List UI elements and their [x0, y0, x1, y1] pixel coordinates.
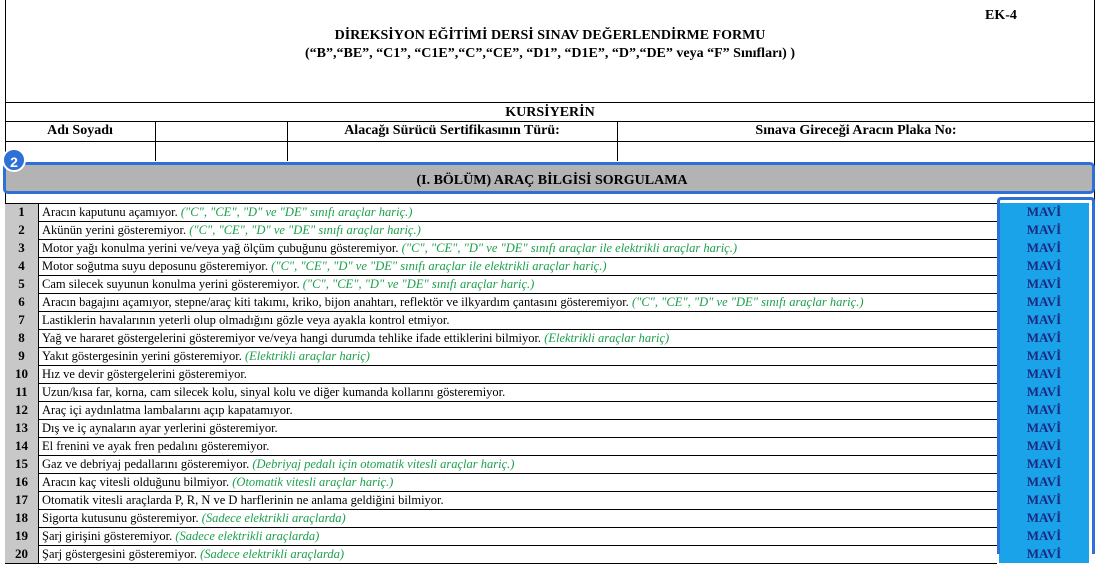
status-cell[interactable]: MAVİ [999, 365, 1089, 383]
row-text [42, 329, 669, 347]
form-subtitle: (“B”,“BE”, “C1”, “C1E”,“C”,“CE”, “D1”, “D1E”, “D”,“DE” veya “F” Sınıfları) ) [304, 46, 795, 61]
table-row [5, 347, 1095, 365]
row-description: Aracın bagajını açamıyor, stepne/araç kiti takımı, kriko, bijon anahtarı, reflektör ve ilkyardım çantasını gösteremiyor. [42, 295, 632, 309]
row-text [42, 293, 864, 311]
status-cell[interactable]: MAVİ [999, 473, 1089, 491]
row-description: Şarj göstergesini gösteremiyor. [42, 547, 201, 561]
status-cell[interactable]: MAVİ [999, 257, 1089, 275]
plate-number-field[interactable] [618, 142, 1094, 160]
row-text [42, 365, 247, 383]
table-row [5, 329, 1095, 347]
row-number: 9 [5, 347, 39, 365]
candidate-heading: KURSİYERİN [505, 105, 595, 120]
status-cell[interactable]: MAVİ [999, 239, 1089, 257]
row-description: Lastiklerin havalarının yeterli olup olmadığını gözle veya ayakla kontrol etmiyor. [42, 313, 450, 327]
row-number: 6 [5, 293, 39, 311]
row-note: ("C", "CE", "D" ve "DE" sınıfı araçlar hariç.) [302, 277, 535, 291]
status-cell[interactable]: MAVİ [999, 419, 1089, 437]
table-row [5, 383, 1095, 401]
row-number: 17 [5, 491, 39, 509]
row-number: 20 [5, 545, 39, 563]
status-cell[interactable]: MAVİ [999, 329, 1089, 347]
table-row [5, 527, 1095, 545]
status-cell[interactable]: MAVİ [999, 527, 1089, 545]
table-row [5, 239, 1095, 257]
status-cell[interactable]: MAVİ [999, 293, 1089, 311]
status-cell[interactable]: MAVİ [999, 347, 1089, 365]
row-description: Araç içi aydınlatma lambalarını açıp kapatamıyor. [42, 403, 293, 417]
name-field[interactable] [155, 142, 287, 160]
certificate-type-label: Alacağı Sürücü Sertifikasının Türü: [344, 123, 560, 138]
row-description: Motor yağı konulma yerini ve/veya yağ ölçüm çubuğunu gösteremiyor. [42, 241, 402, 255]
row-number: 1 [5, 203, 39, 221]
row-text [42, 545, 344, 563]
status-cell[interactable]: MAVİ [999, 455, 1089, 473]
status-cell[interactable]: MAVİ [999, 203, 1089, 221]
row-description: Sigorta kutusunu gösteremiyor. [42, 511, 202, 525]
row-text [42, 383, 505, 401]
status-cell[interactable]: MAVİ [999, 401, 1089, 419]
row-note: ("C", "CE", "D" ve "DE" sınıfı araçlar hariç.) [180, 205, 413, 219]
row-number: 19 [5, 527, 39, 545]
row-number: 2 [5, 221, 39, 239]
row-text [42, 455, 514, 473]
status-cell[interactable]: MAVİ [999, 383, 1089, 401]
row-description: Cam silecek suyunun konulma yerini gösteremiyor. [42, 277, 303, 291]
row-text [42, 401, 293, 419]
status-column-highlight [997, 197, 1095, 554]
row-number: 14 [5, 437, 39, 455]
table-row [5, 455, 1095, 473]
row-divider [5, 203, 997, 204]
table-row [5, 419, 1095, 437]
row-note: ("C", "CE", "D" ve "DE" sınıfı araçlar ile elektrikli araçlar hariç.) [401, 241, 738, 255]
row-text [42, 221, 421, 239]
row-number: 15 [5, 455, 39, 473]
status-cell[interactable]: MAVİ [999, 509, 1089, 527]
row-number: 18 [5, 509, 39, 527]
status-cell[interactable]: MAVİ [999, 437, 1089, 455]
status-cell[interactable]: MAVİ [999, 311, 1089, 329]
row-note: (Sadece elektrikli araçlarda) [200, 547, 345, 561]
table-row [5, 509, 1095, 527]
row-number: 4 [5, 257, 39, 275]
plate-number-label: Sınava Gireceği Aracın Plaka No: [755, 123, 957, 138]
section-header[interactable] [3, 162, 1095, 194]
row-text [42, 419, 278, 437]
row-description: Aracın kaç vitesli olduğunu bilmiyor. [42, 475, 233, 489]
row-note: (Debriyaj pedalı için otomatik vitesli araçlar hariç.) [252, 457, 515, 471]
row-description: Otomatik vitesli araçlarda P, R, N ve D harflerinin ne anlama geldiğini bilmiyor. [42, 493, 444, 507]
row-note: ("C", "CE", "D" ve "DE" sınıfı araçlar hariç.) [189, 223, 421, 237]
row-number: 8 [5, 329, 39, 347]
row-description: Dış ve iç aynaların ayar yerlerini gösteremiyor. [42, 421, 278, 435]
row-description: Akünün yerini gösteremiyor. [42, 223, 190, 237]
row-text [42, 527, 319, 545]
status-cell[interactable]: MAVİ [999, 491, 1089, 509]
table-row [5, 311, 1095, 329]
rule [5, 121, 1095, 122]
row-description: Gaz ve debriyaj pedallarını gösteremiyor. [42, 457, 253, 471]
row-note: ("C", "CE", "D" ve "DE" sınıfı araçlar hariç.) [631, 295, 864, 309]
status-cell[interactable]: MAVİ [999, 221, 1089, 239]
row-text [42, 311, 450, 329]
row-description: El frenini ve ayak fren pedalını gösteremiyor. [42, 439, 270, 453]
row-note: ("C", "CE", "D" ve "DE" sınıfı araçlar ile elektrikli araçlar hariç.) [271, 259, 607, 273]
table-row [5, 365, 1095, 383]
status-cell[interactable]: MAVİ [999, 275, 1089, 293]
row-text [42, 491, 444, 509]
row-note: (Sadece elektrikli araçlarda) [201, 511, 346, 525]
table-row [5, 473, 1095, 491]
row-description: Motor soğutma suyu deposunu gösteremiyor. [42, 259, 272, 273]
row-number: 3 [5, 239, 39, 257]
row-number: 16 [5, 473, 39, 491]
table-row [5, 257, 1095, 275]
table-row [5, 293, 1095, 311]
row-note: (Otomatik vitesli araçlar hariç.) [232, 475, 394, 489]
row-number: 13 [5, 419, 39, 437]
row-description: Yağ ve hararet göstergelerini gösteremiyor ve/veya hangi durumda tehlike ifade ettiklerini bilmiyor. [42, 331, 545, 345]
row-number: 12 [5, 401, 39, 419]
table-row [5, 275, 1095, 293]
row-text [42, 437, 269, 455]
row-text [42, 473, 393, 491]
row-text [42, 203, 412, 221]
table-row [5, 545, 1095, 563]
row-text [42, 275, 534, 293]
certificate-type-field[interactable] [288, 142, 617, 160]
row-text [42, 239, 737, 257]
row-number: 5 [5, 275, 39, 293]
row-note: (Elektrikli araçlar hariç) [544, 331, 670, 345]
section-badge: 2 [2, 148, 26, 172]
form-title: DİREKSİYON EĞİTİMİ DERSİ SINAV DEĞERLENDİRME FORMU [334, 28, 766, 43]
row-number: 11 [5, 383, 39, 401]
name-label: Adı Soyadı [47, 123, 113, 138]
rule [5, 102, 1095, 103]
row-text [42, 509, 346, 527]
row-text [42, 257, 607, 275]
ek-label: EK-4 [985, 8, 1017, 23]
row-description: Yakıt göstergesinin yerini gösteremiyor. [42, 349, 245, 363]
row-note: (Elektrikli araçlar hariç) [245, 349, 370, 363]
section-title: (I. BÖLÜM) ARAÇ BİLGİSİ SORGULAMA [416, 173, 688, 188]
row-number: 7 [5, 311, 39, 329]
table-row [5, 401, 1095, 419]
row-description: Şarj girişini gösteremiyor. [42, 529, 176, 543]
status-cell[interactable]: MAVİ [999, 545, 1089, 563]
table-row [5, 221, 1095, 239]
table-row [5, 437, 1095, 455]
row-text [42, 347, 370, 365]
table-row [5, 203, 1095, 221]
table-row [5, 491, 1095, 509]
row-description: Hız ve devir göstergelerini gösteremiyor. [42, 367, 247, 381]
row-description: Aracın kaputunu açamıyor. [42, 205, 181, 219]
row-number: 10 [5, 365, 39, 383]
row-description: Uzun/kısa far, korna, cam silecek kolu, sinyal kolu ve diğer kumanda kollarını gösteremiyor. [42, 385, 506, 399]
row-note: (Sadece elektrikli araçlarda) [175, 529, 320, 543]
